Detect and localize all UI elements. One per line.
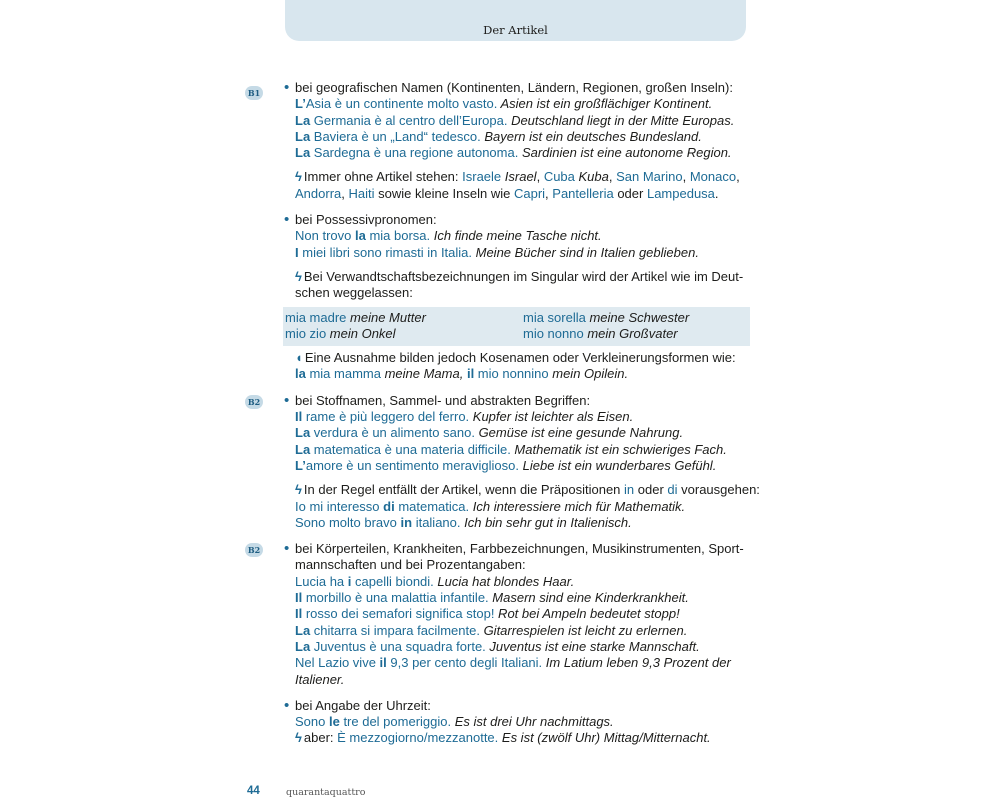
header-tab (285, 0, 746, 41)
example-line: Io mi interesso di matematica. Ich interessiere mich für Mathematik. (295, 498, 686, 514)
example-line: Il rosso dei semafori significa stop! Rot bei Ampeln bedeutet stopp! (295, 606, 680, 622)
bullet-dot-icon: • (284, 79, 290, 96)
example-line: La Sardegna è una regione autonoma. Sardinien ist eine autonome Region. (295, 145, 732, 161)
bullet-dot-icon: • (284, 696, 290, 714)
example-line: Nel Lazio vive il 9,3 per cento degli Italiani. Im Latium leben 9,3 Prozent der (295, 655, 731, 671)
section-geographic-names (247, 79, 753, 202)
example-line: Italiener. (295, 671, 345, 687)
level-badge: B1 (245, 86, 263, 100)
bullet-item: • bei Körperteilen, Krankheiten, Farbbezeichnungen, Musikinstrumenten, Sport- (284, 540, 744, 558)
content (247, 79, 760, 747)
lightning-icon: ϟ (295, 169, 302, 185)
note-line: ϟ Bei Verwandtschaftsbezeichnungen im Singular wird der Artikel wie im Deut- (295, 268, 744, 284)
bullet-item: • bei geografischen Namen (Kontinenten, Ländern, Regionen, großen Inseln): (284, 79, 733, 96)
example-line: Lucia ha i capelli biondi. Lucia hat blondes Haar. (295, 573, 575, 589)
example-line: La matematica è una materia difficile. Mathematik ist ein schwieriges Fach. (295, 441, 727, 457)
bullet-item: • bei Angabe der Uhrzeit: (284, 696, 431, 714)
example-line: Il morbillo è una malattia infantile. Masern sind eine Kinderkrankheit. (295, 590, 689, 606)
level-badge: B2 (245, 543, 263, 557)
example-line: Sono le tre del pomeriggio. Es ist drei Uhr nachmittags. (295, 714, 614, 730)
section-possessive (283, 212, 753, 383)
table-cell: mia sorella meine Schwester (523, 309, 690, 325)
bullet-item: • bei Possessivpronomen: (284, 211, 437, 229)
lightning-icon: ϟ (295, 268, 302, 284)
example-line: I miei libri sono rimasti in Italia. Meine Bücher sind in Italien geblieben. (295, 244, 699, 260)
level-badge: B2 (245, 395, 263, 409)
exception-line: ◖ Eine Ausnahme bilden jedoch Kosenamen oder Verkleinerungsformen wie: (295, 350, 736, 366)
bullet-dot-icon: • (284, 211, 290, 229)
note-line: ϟ Immer ohne Artikel stehen: Israele Israel, Cuba Kuba, San Marino, Monaco, (295, 169, 740, 185)
half-circle-icon: ◖ (295, 350, 303, 366)
bullet-dot-icon: • (284, 540, 290, 558)
page-title: Der Artikel (483, 23, 548, 37)
bullet-dot-icon: • (284, 391, 290, 409)
lightning-icon: ϟ (295, 730, 302, 746)
lightning-icon: ϟ (295, 482, 302, 498)
table-cell: mio nonno mein Großvater (523, 325, 678, 341)
example-line: Sono molto bravo in italiano. Ich bin sehr gut in Italienisch. (295, 514, 632, 530)
table-cell: mia madre meine Mutter (285, 309, 426, 325)
kinship-table (283, 307, 750, 347)
example-line: La chitarra si impara facilmente. Gitarrespielen ist leicht zu erlernen. (295, 622, 688, 638)
example-line: La verdura è un alimento sano. Gemüse ist eine gesunde Nahrung. (295, 425, 684, 441)
note-line: Andorra, Haiti sowie kleine Inseln wie Capri, Pantelleria oder Lampedusa. (295, 185, 719, 201)
note-line: ϟ In der Regel entfällt der Artikel, wenn die Präpositionen in oder di vorausgehen: (295, 482, 760, 498)
bullet-item: • bei Stoffnamen, Sammel- und abstrakten Begriffen: (284, 391, 591, 409)
section-abstract-nouns (247, 391, 760, 531)
example-line: L’amore è un sentimento meraviglioso. Liebe ist ein wunderbares Gefühl. (295, 457, 717, 473)
note-line: schen weggelassen: (295, 285, 413, 301)
page-number-word: quarantaquattro (286, 787, 366, 798)
exception-line: la mia mamma meine Mama, il mio nonnino mein Opilein. (295, 366, 629, 382)
section-body-parts (247, 540, 753, 688)
page-number: 44 (247, 785, 260, 797)
example-line: Non trovo la mia borsa. Ich finde meine Tasche nicht. (295, 228, 602, 244)
example-line: Il rame è più leggero del ferro. Kupfer ist leichter als Eisen. (295, 409, 634, 425)
table-cell: mio zio mein Onkel (285, 325, 396, 341)
section-time (283, 698, 753, 747)
example-line: La Baviera è un „Land“ tedesco. Bayern ist ein deutsches Bundesland. (295, 128, 702, 144)
intro-line: mannschaften und bei Prozentangaben: (295, 557, 526, 573)
example-line: La Juventus è una squadra forte. Juventus ist eine starke Mannschaft. (295, 638, 700, 654)
note-line: ϟ aber: È mezzogiorno/mezzanotte. Es ist (zwölf Uhr) Mittag/Mitternacht. (295, 730, 711, 746)
example-line: L’Asia è un continente molto vasto. Asien ist ein großflächiger Kontinent. (295, 96, 713, 112)
example-line: La Germania è al centro dell’Europa. Deutschland liegt in der Mitte Europas. (295, 112, 735, 128)
